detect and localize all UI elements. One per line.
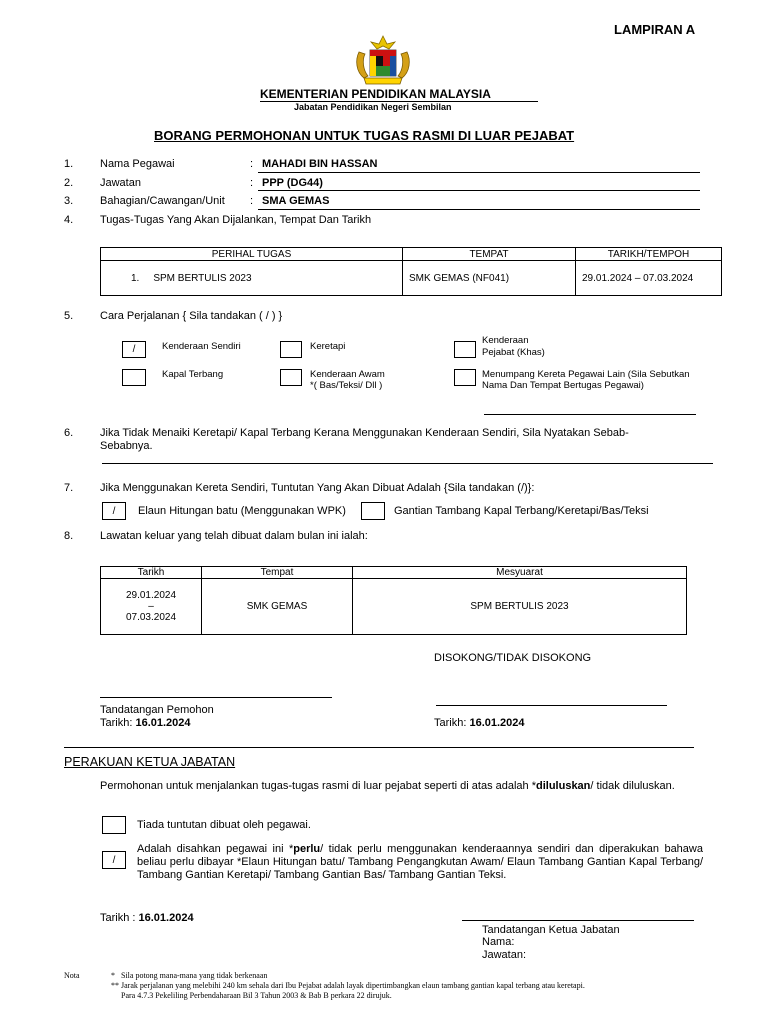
item6-line2: Sebabnya. [100,440,153,452]
field-label-jawatan: Jawatan [100,177,141,189]
option-kenderaan-sendiri: Kenderaan Sendiri [162,341,241,352]
head-signature-line[interactable] [462,920,694,921]
perakuan-statement [100,780,704,793]
disokong-label: DISOKONG/TIDAK DISOKONG [434,652,592,664]
field-line-nama [258,172,700,173]
checkbox-keretapi[interactable] [280,341,302,358]
field-number: 3. [64,195,74,207]
visits-header-mesyuarat: Mesyuarat [353,567,687,579]
option-elaun-hitungan: Elaun Hitungan batu (Menggunakan WPK) [138,505,346,517]
item6-line1: Jika Tidak Menaiki Keretapi/ Kapal Terbang Kerana Menggunakan Kenderaan Sendiri, Sila Nyatakan Sebab- [100,427,629,439]
form-title: BORANG PERMOHONAN UNTUK TUGAS RASMI DI LUAR PEJABAT [154,128,575,143]
head-date: 16.01.2024 [138,912,194,924]
field-colon: : [250,158,254,170]
department-name: Jabatan Pendidikan Negeri Sembilan [294,102,452,112]
field-line-jawatan [258,190,700,191]
checkbox-kenderaan-awam[interactable] [280,369,302,386]
supporter-signature-line[interactable] [436,705,667,706]
note2-marker: ** [111,981,119,990]
note2-text: Jarak perjalanan yang melebihi 240 km sehala dari Ibu Pejabat adalah layak dipertimbangkan elaun tambang gantian kapal terbang atau keretapi. [121,981,585,990]
applicant-date-label: Tarikh: [100,717,136,729]
option-menumpang-line1: Menumpang Kereta Pegawai Lain (Sila Sebutkan [482,369,690,380]
option-kenderaan-awam-line2: *( Bas/Teksi/ Dll ) [310,380,383,391]
checkbox-kapal-terbang[interactable] [122,369,146,386]
visit-meeting: SPM BERTULIS 2023 [353,579,687,635]
field-colon: : [250,195,254,207]
visit-date-dash: – [148,601,154,612]
perakuan-title: PERAKUAN KETUA JABATAN [64,755,236,769]
table-row [101,261,722,296]
section-divider [64,747,694,748]
field-number: 1. [64,158,74,170]
checkbox-kenderaan-pejabat[interactable] [454,341,476,358]
checkbox-tiada-tuntutan[interactable] [102,816,126,834]
duty-header-tarikh: TARIKH/TEMPOH [576,248,722,261]
perakuan-confirmation [137,843,703,882]
head-date-label: Tarikh : [100,912,139,924]
duty-table [100,247,722,296]
checkbox-elaun-hitungan[interactable]: / [102,502,126,520]
note3-text: Para 4.7.3 Pekeliling Perbendaharaan Bil 3 Tahun 2003 & Bab B perkara 22 dirujuk. [121,991,392,1000]
applicant-signature-label: Tandatangan Pemohon [100,704,214,716]
head-jawatan-label: Jawatan: [482,949,527,961]
option-tiada-tuntutan: Tiada tuntutan dibuat oleh pegawai. [137,819,311,831]
applicant-date: 16.01.2024 [135,717,191,729]
duty-row-tempat: SMK GEMAS (NF041) [403,261,576,296]
confirmation-text-after: / tidak perlu menggunakan kenderaannya sendiri dan diperakukan bahawa beliau perlu dibayar *Elaun Hitungan batu/ Tambang Pengangkutan Awam/ Elaun Tambang Gantian Kapal Terbang/ Tambang Gantian Keretapi/ Tambang Gantian Bas/ Tambang Gantian Teksi. [137,843,703,881]
duty-header-perihal: PERIHAL TUGAS [101,248,403,261]
option-menumpang-line2: Nama Dan Tempat Bertugas Pegawai) [482,380,644,391]
item-number: 4. [64,214,74,226]
perakuan-text-before: Permohonan untuk menjalankan tugas-tugas rasmi di luar pejabat seperti di atas adalah * [100,780,536,792]
item7-label: Jika Menggunakan Kereta Sendiri, Tuntutan Yang Akan Dibuat Adalah {Sila tandakan (/)}: [100,482,535,494]
notes-label: Nota [64,971,80,980]
checkbox-menumpang[interactable] [454,369,476,386]
note1-text: Sila potong mana-mana yang tidak berkenaan [121,971,268,980]
visits-header-tarikh: Tarikh [101,567,202,579]
item4-label: Tugas-Tugas Yang Akan Dijalankan, Tempat Dan Tarikh [100,214,372,226]
option-gantian-tambang: Gantian Tambang Kapal Terbang/Keretapi/Bas/Teksi [394,505,649,517]
item6-answer-line[interactable] [102,463,713,464]
item-number: 5. [64,310,74,322]
lampiran-label: LAMPIRAN A [614,22,696,37]
visit-date-from: 29.01.2024 [125,590,177,601]
checkbox-gantian-tambang[interactable] [361,502,385,520]
checkbox-disahkan[interactable]: / [102,851,126,869]
field-number: 2. [64,177,74,189]
field-value-nama: MAHADI BIN HASSAN [262,158,378,170]
field-line-bahagian [258,209,700,210]
menumpang-detail-line[interactable] [484,414,696,415]
head-signature-label: Tandatangan Ketua Jabatan [482,924,620,936]
checkbox-kenderaan-sendiri[interactable]: / [122,341,146,358]
field-label-nama: Nama Pegawai [100,158,175,170]
option-kenderaan-awam-line1: Kenderaan Awam [310,369,385,380]
duty-row-number: 1. [131,272,140,284]
visits-table [100,566,687,635]
option-kenderaan-pejabat-line1: Kenderaan [482,335,529,346]
head-nama-label: Nama: [482,936,515,948]
confirmation-text-before: Adalah disahkan pegawai ini * [137,843,294,855]
coat-of-arms-icon [352,34,414,88]
item5-label: Cara Perjalanan { Sila tandakan ( / ) } [100,310,283,322]
duty-header-tempat: TEMPAT [403,248,576,261]
field-colon: : [250,177,254,189]
table-row [101,579,687,635]
duty-row-perihal: SPM BERTULIS 2023 [153,272,252,284]
option-keretapi: Keretapi [310,341,346,352]
visit-date-to: 07.03.2024 [125,612,177,623]
item-number: 8. [64,530,74,542]
note1-marker: * [111,971,115,980]
applicant-signature-line[interactable] [100,697,332,698]
option-kenderaan-pejabat-line2: Pejabat (Khas) [482,347,545,358]
field-label-bahagian: Bahagian/Cawangan/Unit [100,195,225,207]
visits-header-tempat: Tempat [202,567,353,579]
supporter-date-label: Tarikh: [434,717,470,729]
perakuan-text-after: / tidak diluluskan. [590,780,675,792]
confirmation-text-perlu: perlu [293,843,321,855]
item-number: 7. [64,482,74,494]
supporter-date: 16.01.2024 [469,717,525,729]
visit-place: SMK GEMAS [202,579,353,635]
item-number: 6. [64,427,74,439]
perakuan-text-diluluskan: diluluskan [536,780,591,792]
item8-label: Lawatan keluar yang telah dibuat dalam bulan ini ialah: [100,530,368,542]
field-value-jawatan: PPP (DG44) [262,177,323,189]
duty-row-tarikh: 29.01.2024 – 07.03.2024 [576,261,722,296]
option-kapal-terbang: Kapal Terbang [162,369,224,380]
field-value-bahagian: SMA GEMAS [262,195,330,207]
ministry-name: KEMENTERIAN PENDIDIKAN MALAYSIA [260,87,491,101]
